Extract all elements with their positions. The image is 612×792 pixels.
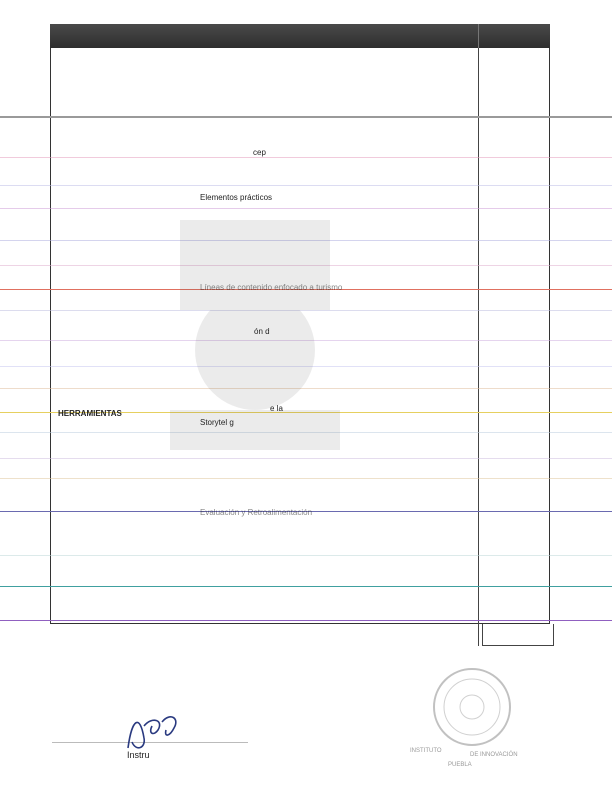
scan-line — [0, 620, 612, 621]
signature-label: Instru — [127, 750, 150, 760]
scan-line — [0, 157, 612, 158]
stamp-text-line2: DE INNOVACIÓN — [470, 752, 518, 758]
stamp-text-line3: PUEBLA — [448, 762, 472, 768]
header-divider — [478, 24, 479, 48]
scan-line — [0, 555, 612, 556]
scan-line — [0, 116, 612, 118]
section-label: HERRAMIENTAS — [58, 409, 122, 418]
item-concept: cep — [253, 148, 266, 157]
item-practical-elements: Elementos prácticos — [200, 193, 273, 202]
institutional-stamp — [430, 665, 514, 749]
scan-line — [0, 185, 612, 186]
table-header-bar — [50, 24, 550, 48]
scan-line — [0, 478, 612, 479]
handwritten-signature — [118, 708, 188, 756]
item-content-lines: Líneas de contenido enfocado a turismo — [200, 283, 343, 292]
item-evaluation: Evaluación y Retroalimentación — [200, 508, 313, 517]
scan-line — [0, 208, 612, 209]
stamp-text-line1: INSTITUTO — [410, 748, 442, 754]
table-footer-cell — [482, 624, 554, 646]
scan-line — [0, 586, 612, 587]
item-partial-text: e la — [270, 404, 283, 413]
item-storytelling: Storytel g — [200, 418, 234, 427]
table-column-divider — [478, 48, 479, 646]
item-partial-text: ón d — [254, 327, 270, 336]
